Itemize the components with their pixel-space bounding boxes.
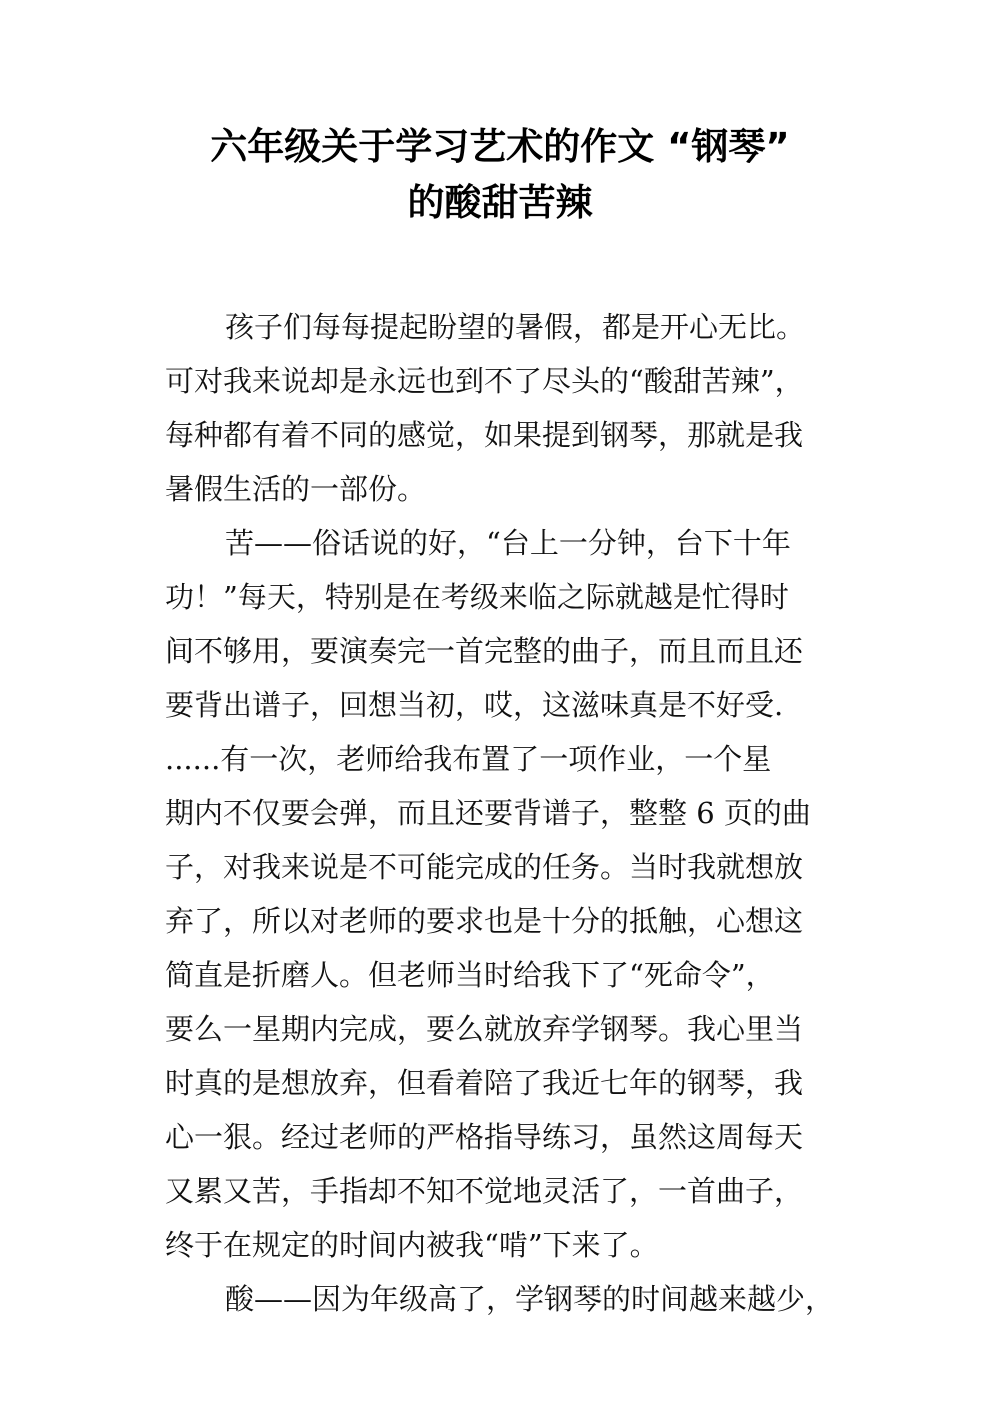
text-line: 简直是折磨人。但老师当时给我下了“死命令”， bbox=[165, 958, 775, 992]
text-line: 弃了，所以对老师的要求也是十分的抵触，心想这 bbox=[165, 904, 804, 938]
title-line-1: 六年级关于学习艺术的作文 “钢琴” bbox=[210, 125, 790, 168]
text-line: 孩子们每每提起盼望的暑假，都是开心无比。 bbox=[225, 310, 806, 344]
text-line: 要背出谱子，回想当初，哎，这滋味真是不好受. bbox=[165, 688, 784, 722]
text-line: 每种都有着不同的感觉，如果提到钢琴，那就是我 bbox=[165, 418, 804, 452]
text-line: ......有一次，老师给我布置了一项作业，一个星 bbox=[165, 742, 772, 776]
text-line: 子，对我来说是不可能完成的任务。当时我就想放 bbox=[165, 850, 804, 884]
text-line: 要么一星期内完成，要么就放弃学钢琴。我心里当 bbox=[165, 1012, 804, 1046]
text-line: 酸——因为年级高了，学钢琴的时间越来越少， bbox=[225, 1282, 835, 1316]
text-line: 心一狠。经过老师的严格指导练习，虽然这周每天 bbox=[165, 1120, 804, 1154]
text-line: 期内不仅要会弹，而且还要背谱子，整整 6 页的曲 bbox=[165, 796, 811, 830]
text-line: 又累又苦，手指却不知不觉地灵活了，一首曲子， bbox=[165, 1174, 804, 1208]
text-line: 时真的是想放弃，但看着陪了我近七年的钢琴，我 bbox=[165, 1066, 804, 1100]
text-line: 苦——俗话说的好，“台上一分钟，台下十年 bbox=[225, 526, 791, 560]
text-line: 可对我来说却是永远也到不了尽头的“酸甜苦辣”， bbox=[165, 364, 804, 398]
essay-body bbox=[165, 300, 845, 1326]
text-line: 暑假生活的一部份。 bbox=[165, 472, 427, 506]
title-line-2: 的酸甜苦辣 bbox=[407, 181, 593, 224]
text-line: 终于在规定的时间内被我“啃”下来了。 bbox=[165, 1228, 659, 1262]
text-line: 功！”每天，特别是在考级来临之际就越是忙得时 bbox=[165, 580, 789, 614]
text-line: 间不够用，要演奏完一首完整的曲子，而且而且还 bbox=[165, 634, 804, 668]
